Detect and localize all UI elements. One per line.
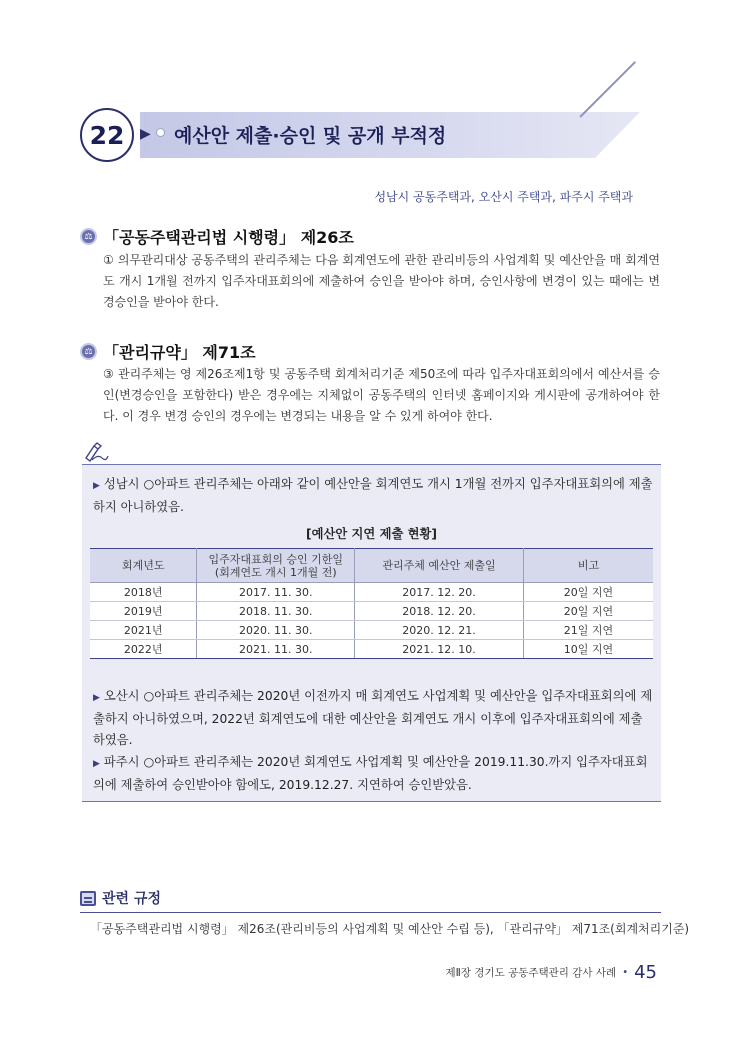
arrow-right-icon: ▶ xyxy=(140,126,151,142)
cell-note: 10일 지연 xyxy=(523,640,653,659)
bylaw-section-text: ③ 관리주체는 영 제26조제1항 및 공동주택 회계처리기준 제50조에 따라 입주자대표회의에서 예산서를 승인(변경승인을 포함한다) 받은 경우에는 지체없이 공동주택의 인터넷 홈페이지와 게시판에 공개하여야 한다. 이 경우 변경 승인의 경우에는 변경되는 내용을 알 수 있게 하여야 한다. xyxy=(103,367,660,423)
header-year: 회계년도 xyxy=(90,549,197,583)
cell-year: 2019년 xyxy=(90,602,197,621)
related-rules-title: 관련 규정 xyxy=(102,891,161,907)
cell-note: 20일 지연 xyxy=(523,602,653,621)
cell-deadline: 2017. 11. 30. xyxy=(197,583,355,602)
bylaw-section-heading xyxy=(80,340,256,363)
table-row xyxy=(90,602,653,621)
table-row xyxy=(90,621,653,640)
budget-delay-table xyxy=(90,548,653,659)
related-rules-divider xyxy=(80,912,661,913)
page-title: 예산안 제출·승인 및 공개 부적정 xyxy=(174,125,447,147)
cell-deadline: 2020. 11. 30. xyxy=(197,621,355,640)
header-deadline xyxy=(197,549,355,583)
triangle-bullet-icon: ▶ xyxy=(93,693,100,703)
table-row xyxy=(90,640,653,659)
bylaw-section-title: 「관리규약」 제71조 xyxy=(103,343,256,362)
footer-separator: • xyxy=(622,967,629,978)
case-item-text: 파주시 ○아파트 관리주체는 2020년 회계연도 사업계획 및 예산안을 2019.11.30.까지 입주자대표회의에 제출하여 승인받아야 함에도, 2019.12.27. 지연하여 승인받았음. xyxy=(93,755,648,792)
case-item-text: 오산시 ○아파트 관리주체는 2020년 이전까지 매 회계연도 사업계획 및 예산안을 입주자대표회의에 제출하지 아니하였으며, 2022년 회계연도에 대한 예산안을 회계연도 개시 이후에 입주자대표회의에 제출하였음. xyxy=(93,689,653,747)
table-caption: [예산안 지연 제출 현황] xyxy=(306,527,437,541)
cell-year: 2021년 xyxy=(90,621,197,640)
cell-deadline: 2018. 11. 30. xyxy=(197,602,355,621)
book-icon xyxy=(80,891,96,906)
related-rules-text: 「공동주택관리법 시행령」 제26조(관리비등의 사업계획 및 예산안 수립 등), 「관리규약」 제71조(회계처리기준) xyxy=(90,922,690,936)
case-item-text: 성남시 ○아파트 관리주체는 아래와 같이 예산안을 회계연도 개시 1개월 전까지 입주자대표회의에 제출하지 아니하였음. xyxy=(93,477,653,514)
header-deadline-line1: 입주자대표회의 승인 기한일 xyxy=(208,552,344,566)
footer-chapter: 제Ⅱ장 경기도 공동주택관리 감사 사례 xyxy=(445,967,617,979)
table-row xyxy=(90,583,653,602)
cell-submitted: 2021. 12. 10. xyxy=(355,640,524,659)
cell-deadline: 2021. 11. 30. xyxy=(197,640,355,659)
triangle-bullet-icon: ▶ xyxy=(93,481,100,491)
gavel-icon: ⚖ xyxy=(80,343,97,360)
case-item-osan xyxy=(93,686,653,751)
cell-submitted: 2017. 12. 20. xyxy=(355,583,524,602)
header-submitted: 관리주체 예산안 제출일 xyxy=(355,549,524,583)
cell-note: 20일 지연 xyxy=(523,583,653,602)
page-footer xyxy=(446,962,657,983)
section-banner xyxy=(80,108,660,164)
law-section-heading xyxy=(80,225,354,248)
cell-year: 2018년 xyxy=(90,583,197,602)
header-deadline-line2: (회계연도 개시 1개월 전) xyxy=(214,565,337,579)
cell-note: 21일 지연 xyxy=(523,621,653,640)
bullet-dot-icon xyxy=(156,128,165,137)
cell-submitted: 2020. 12. 21. xyxy=(355,621,524,640)
header-note: 비고 xyxy=(523,549,653,583)
gavel-icon: ⚖ xyxy=(80,228,97,245)
memo-pen-icon xyxy=(84,442,110,462)
case-item-paju xyxy=(93,752,653,796)
responsible-departments: 성남시 공동주택과, 오산시 주택과, 파주시 주택과 xyxy=(374,190,633,204)
banner-diagonal-line xyxy=(579,61,635,117)
page-number: 45 xyxy=(634,962,657,983)
related-rules-heading xyxy=(80,888,161,908)
law-section-text: ① 의무관리대상 공동주택의 관리주체는 다음 회계연도에 관한 관리비등의 사업계획 및 예산안을 매 회계연도 개시 1개월 전까지 입주자대표회의에 제출하여 승인을 받아야 하며, 승인사항에 변경이 있는 때에는 변경승인을 받아야 한다. xyxy=(103,253,660,309)
table-header-row xyxy=(90,549,653,583)
cell-submitted: 2018. 12. 20. xyxy=(355,602,524,621)
case-item-seongnam xyxy=(93,474,653,518)
law-section-title: 「공동주택관리법 시행령」 제26조 xyxy=(103,228,354,247)
section-number: 22 xyxy=(80,108,134,162)
triangle-bullet-icon: ▶ xyxy=(93,759,100,769)
cell-year: 2022년 xyxy=(90,640,197,659)
